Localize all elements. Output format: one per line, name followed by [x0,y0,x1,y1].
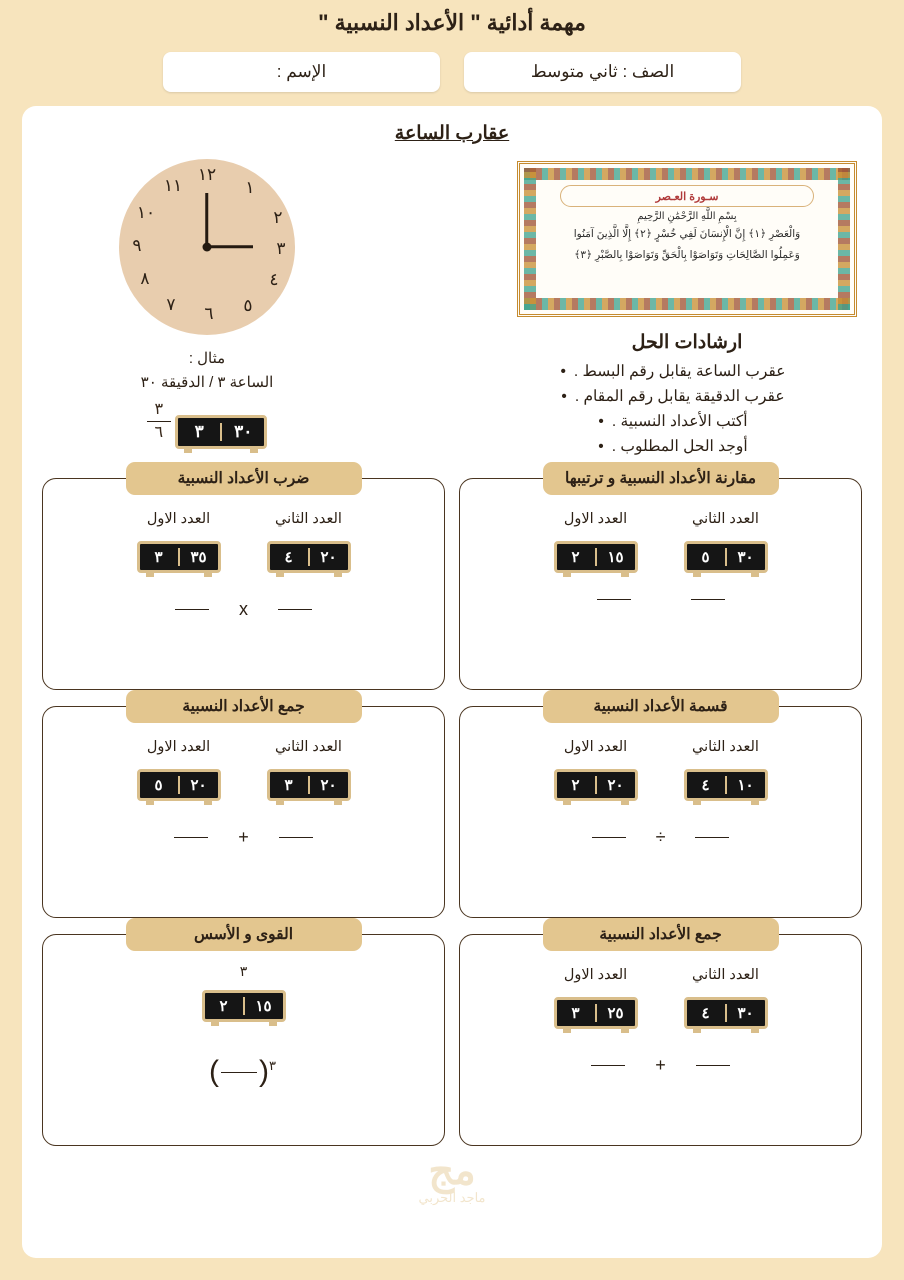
clock-column [42,153,372,449]
basmala-text: بِسْمِ اللَّهِ الرَّحْمَٰنِ الرَّحِيمِ [637,211,737,222]
answer-blank-first[interactable] [175,609,209,610]
answer-blank-second[interactable] [279,837,313,838]
clock-number-5: ٥ [243,296,253,315]
card-title: قسمة الأعداد النسبية [543,690,779,723]
hours-value: ٥ [154,777,163,794]
example-hours: ٣ [194,422,204,442]
paren-close: ) [209,1055,219,1088]
card-title: القوى و الأسس [126,918,362,951]
minutes-value: ٣٠ [737,549,754,566]
fraction-bar [147,421,171,422]
answer-blank-second[interactable] [695,837,729,838]
hours-value: ٢ [571,777,580,794]
minute-hand [207,246,253,249]
fraction-numerator: ٣ [154,401,164,418]
digital-separator [595,776,597,794]
watermark-mark: مج [428,1149,476,1193]
exercise-grid [36,470,868,1146]
guide-title: ارشادات الحل [631,332,743,353]
operator-symbol: x [239,599,248,619]
name-field[interactable]: الإسم : [163,52,440,92]
clock-number-2: ٢ [273,208,283,227]
clock-number-4: ٤ [269,270,279,289]
example-label: مثال : [188,350,226,367]
operand-row [137,511,351,573]
operand-second [267,511,351,573]
card-title: جمع الأعداد النسبية [543,918,779,951]
digital-separator [725,1004,727,1022]
exercise-card-multiplication[interactable] [42,470,445,690]
exercise-card-division[interactable] [459,698,862,918]
clock-number-7: ٧ [166,295,176,314]
minutes-value: ٢٠ [320,777,337,794]
card-body [460,479,861,600]
exercise-card-addition-2[interactable] [459,926,862,1146]
digital-clock-second [684,541,768,573]
top-area [36,153,868,462]
digital-clock-first [137,541,221,573]
clock-number-3: ٣ [276,239,286,258]
answer-blank-first[interactable] [597,599,631,600]
hours-value: ٤ [284,549,293,566]
operand-first [554,511,638,573]
card-title: مقارنة الأعداد النسبية و ترتيبها [543,462,779,495]
surah-title: سـورة العـصر [560,185,815,207]
clock-number-9: ٩ [132,236,142,255]
page-title: مهمة أدائية " الأعداد النسبية " [318,10,586,35]
ayah-line-2: وَعَمِلُوا الصَّالِحَاتِ وَتَوَاصَوْا بِالْحَقِّ وَتَوَاصَوْا بِالصَّبْرِ ﴿٣﴾ [574,248,800,261]
power-exponent: ٣ [269,1058,276,1073]
fraction-blank[interactable] [221,1072,257,1073]
hours-value: ٣ [284,777,293,794]
content-sheet [22,106,882,1258]
surah-inner [540,184,834,294]
digital-separator [725,776,727,794]
minutes-value: ٣٠ [737,1005,754,1022]
card-title: ضرب الأعداد النسبية [126,462,362,495]
digital-clock-first [137,769,221,801]
digital-separator [308,548,310,566]
operand-second [684,967,768,1029]
answer-blank-second[interactable] [696,1065,730,1066]
minutes-value: ٢٠ [190,777,207,794]
operand-label: العدد الثاني [275,511,342,527]
card-body [43,935,444,1088]
operand-first [137,511,221,573]
answer-line[interactable] [175,599,312,620]
surah-image [517,161,857,317]
answer-line[interactable] [592,827,730,848]
hours-value: ٣ [154,549,163,566]
operand-second [684,511,768,573]
hours-value: ٤ [701,777,710,794]
digital-separator [220,423,222,441]
guide-item-3: أكتب الأعداد النسبية . • [512,412,834,431]
digital-separator [178,776,180,794]
guide-list [512,362,862,456]
digital-separator [595,548,597,566]
answer-blank-second[interactable] [278,609,312,610]
exercise-card-comparison[interactable] [459,470,862,690]
answer-line[interactable] [174,827,313,848]
hour-hand [206,193,209,247]
example-minutes: ٣٠ [234,422,253,442]
clock-number-10: ١٠ [136,203,156,222]
digital-clock-second [267,541,351,573]
operand-label: العدد الثاني [692,511,759,527]
operand-row [554,739,768,801]
guide-item-2: عقرب الدقيقة يقابل رقم المقام . • [512,387,834,406]
example-fraction [147,401,171,443]
operand-label: العدد الاول [563,967,628,983]
answer-blank-first[interactable] [591,1065,625,1066]
answer-line[interactable] [591,1055,730,1076]
guide-item-1: عقرب الساعة يقابل رقم البسط . • [512,362,834,381]
digital-clock-first [554,541,638,573]
minutes-value: ٣٥ [190,549,207,566]
exercise-card-powers[interactable] [42,926,445,1146]
analog-clock [119,159,295,335]
minutes-value: ٢٠ [607,777,624,794]
hours-value: ٣ [571,1005,580,1022]
digital-clock-power [202,990,286,1022]
digital-separator [308,776,310,794]
ornament-left [524,168,536,310]
fraction-denominator: ٦ [154,424,164,442]
power-expression[interactable] [209,1055,278,1088]
operand-first [554,967,638,1029]
guide-item-4: أوجد الحل المطلوب . • [512,437,834,456]
operand-label: العدد الثاني [692,967,759,983]
paren-open: ( [259,1055,269,1088]
clock-number-11: ١١ [163,176,183,195]
operand-label: العدد الثاني [692,739,759,755]
ornament-bottom [524,298,850,310]
watermark [419,1148,486,1206]
card-body [43,707,444,848]
example-digital-clock [175,415,267,449]
minutes-value: ١٥ [255,998,272,1015]
operand-first [137,739,221,801]
operand-row [554,511,768,573]
answer-line[interactable] [597,599,725,600]
answer-blank-second[interactable] [691,599,725,600]
minutes-value: ٢٠ [320,549,337,566]
clock-number-8: ٨ [140,269,150,288]
hours-value: ٢ [219,998,228,1015]
operand-label: العدد الاول [563,511,628,527]
exponent-label: ٣ [239,963,248,979]
operand-first [554,739,638,801]
clock-center-dot [203,243,212,252]
digital-separator [725,548,727,566]
digital-clock-second [267,769,351,801]
operand-row [137,739,351,801]
operator-symbol: + [655,1055,666,1075]
minutes-value: ١٠ [737,777,754,794]
operand-label: العدد الاول [563,739,628,755]
operand-label: العدد الاول [146,739,211,755]
card-body [43,479,444,620]
student-info-row [0,52,904,92]
card-body [460,935,861,1076]
operand-second [684,739,768,801]
operand-label: العدد الاول [146,511,211,527]
example-line: الساعة ٣ / الدقيقة ٣٠ [140,374,274,391]
minutes-value: ٢٥ [607,1005,624,1022]
answer-blank-first[interactable] [592,837,626,838]
card-title: جمع الأعداد النسبية [126,690,362,723]
ornament-right [838,168,850,310]
operator-symbol: ÷ [655,827,666,847]
hours-value: ٤ [701,1005,710,1022]
ornament-top [524,168,850,180]
digital-separator [595,1004,597,1022]
digital-clock-second [684,997,768,1029]
guide-column [512,153,862,462]
answer-blank-first[interactable] [174,837,208,838]
clock-number-6: ٦ [204,304,214,323]
operand-label: العدد الثاني [275,739,342,755]
ayah-line-1: وَالْعَصْرِ ﴿١﴾ إِنَّ الْإِنسَانَ لَفِي خُسْرٍ ﴿٢﴾ إِلَّا الَّذِينَ آمَنُوا [573,228,801,240]
watermark-name: ماجد الحربي [418,1190,486,1205]
card-body [460,707,861,848]
digital-clock-second [684,769,768,801]
digital-separator [178,548,180,566]
hours-value: ٥ [701,549,710,566]
digital-clock-first [554,997,638,1029]
operand-row [554,967,768,1029]
clock-number-12: ١٢ [197,165,217,184]
clock-number-1: ١ [245,178,255,197]
class-field[interactable]: الصف : ثاني متوسط [464,52,741,92]
operand-second [267,739,351,801]
digital-clock-first [554,769,638,801]
digital-separator [243,997,245,1015]
clock-section-title: عقارب الساعة [394,123,510,144]
minutes-value: ١٥ [607,549,624,566]
hours-value: ٢ [571,549,580,566]
operator-symbol: + [238,827,249,847]
exercise-card-addition-1[interactable] [42,698,445,918]
